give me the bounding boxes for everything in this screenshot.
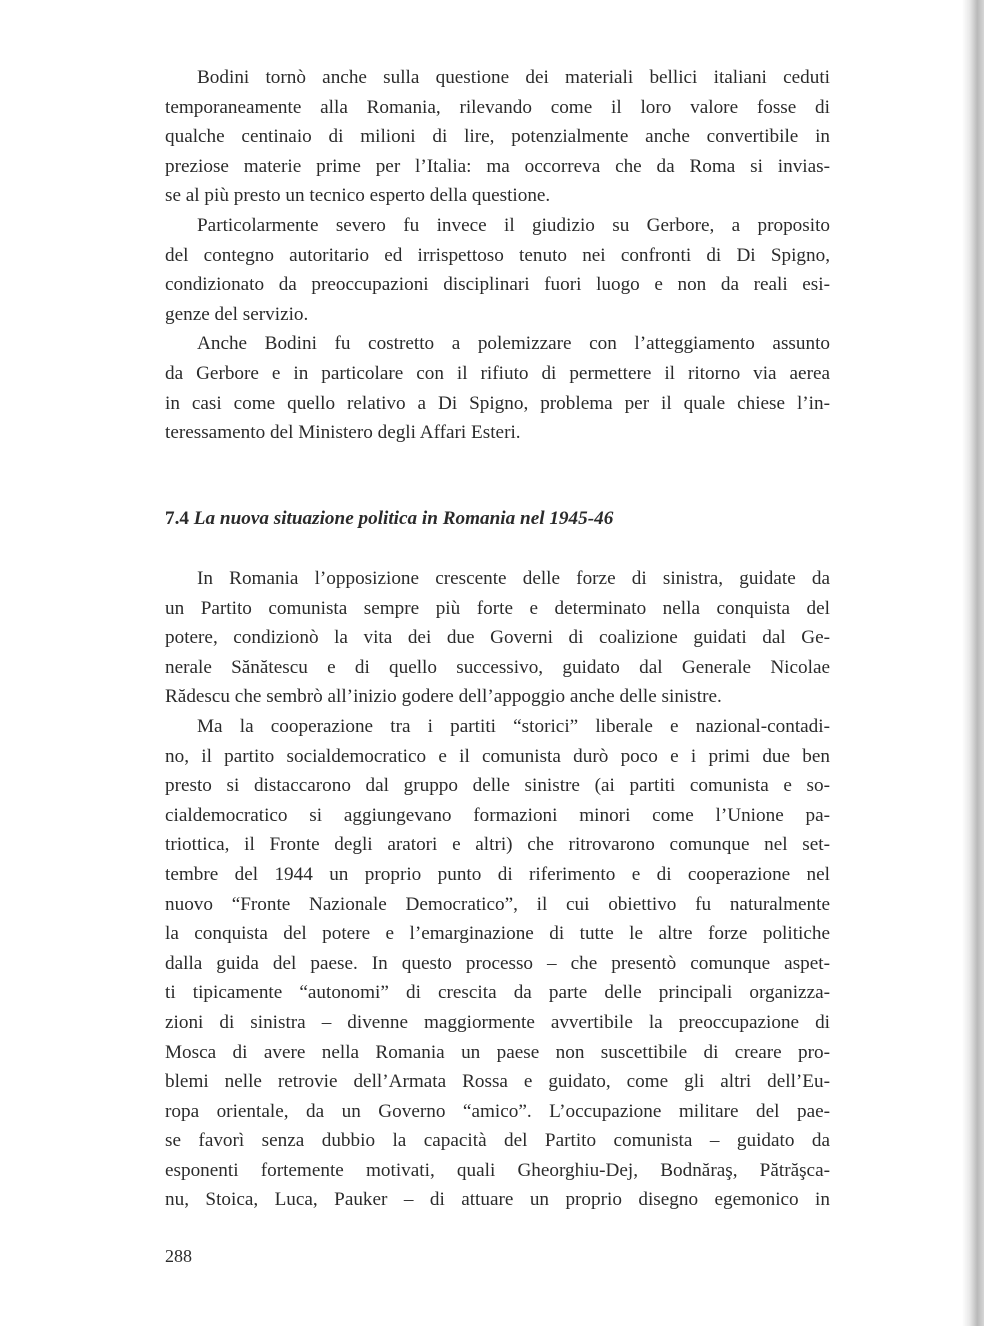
text-line: In Romania l’opposizione crescente delle forze di sinistra, guidate da [197, 568, 830, 589]
text-line: in casi come quello relativo a Di Spigno, problema per il quale chiese l’in- [165, 392, 830, 414]
text-line: un Partito comunista sempre più forte e determinato nella conquista del [165, 597, 830, 619]
text-line: da Gerbore e in particolare con il rifiuto di permettere il ritorno via aerea [165, 362, 830, 384]
text-line: Rădescu che sembrò all’inizio godere dell’appoggio anche delle sinistre. [165, 686, 722, 708]
text-line: ropa orientale, da un Governo “amico”. L’occupazione militare del pae- [165, 1100, 830, 1122]
text-line: Bodini tornò anche sulla questione dei materiali bellici italiani ceduti [197, 67, 830, 88]
text-line: qualche centinaio di milioni di lire, potenzialmente anche convertibile in [165, 126, 830, 148]
text-line: nerale Sănătescu e di quello successivo, guidato dal Generale Nicolae [165, 656, 830, 678]
text-line: teressamento del Ministero degli Affari Esteri. [165, 422, 521, 444]
paragraph-2 [165, 211, 830, 329]
text-line: Particolarmente severo fu invece il giudizio su Gerbore, a proposito [197, 214, 830, 236]
text-line: la conquista del potere e l’emarginazione di tutte le altre forze politiche [165, 923, 830, 945]
paragraph-1 [165, 63, 830, 211]
text-line: Anche Bodini fu costretto a polemizzare con l’atteggiamento assunto [197, 333, 830, 355]
page-gutter-shadow [962, 0, 984, 1326]
text-block-before-heading [165, 63, 830, 448]
section-heading [165, 504, 830, 534]
text-line: no, il partito socialdemocratico e il comunista durò poco e i primi due ben [165, 745, 830, 767]
text-line: preziose materie prime per l’Italia: ma occorreva che da Roma si invias- [165, 155, 830, 177]
text-line: cialdemocratico si aggiungevano formazioni minori come l’Unione pa- [165, 804, 830, 826]
paragraph-5 [165, 712, 830, 1215]
text-line: esponenti fortemente motivati, quali Gheorghiu-Dej, Bodnăraş, Pătrăşca- [165, 1159, 830, 1181]
text-line: ti tipicamente “autonomi” di crescita da parte delle principali organizza- [165, 982, 830, 1004]
text-line: zioni di sinistra – divenne maggiormente avvertibile la preoccupazione di [165, 1011, 830, 1033]
text-line: genze del servizio. [165, 303, 309, 325]
text-line: dalla guida del paese. In questo processo – che presentò comunque aspet- [165, 952, 830, 974]
text-line: del contegno autoritario ed irrispettoso tenuto nei confronti di Di Spigno, [165, 244, 830, 266]
text-line: Mosca di avere nella Romania un paese non suscettibile di creare pro- [165, 1041, 830, 1063]
text-line: tembre del 1944 un proprio punto di riferimento e di cooperazione nel [165, 863, 830, 885]
paragraph-4 [165, 564, 830, 712]
text-line: blemi nelle retrovie dell’Armata Rossa e guidato, come gli altri dell’Eu- [165, 1071, 830, 1093]
paragraph-3 [165, 329, 830, 447]
text-line: se al più presto un tecnico esperto della questione. [165, 185, 551, 207]
text-line: Ma la cooperazione tra i partiti “storici” liberale e nazional-contadi- [197, 715, 830, 737]
text-line: condizionato da preoccupazioni disciplinari fuori luogo e non da reali esi- [165, 274, 830, 296]
section-number: 7.4 [165, 508, 189, 529]
text-line: potere, condizionò la vita dei due Governi di coalizione guidati dal Ge- [165, 627, 830, 649]
text-block-after-heading [165, 564, 830, 1215]
text-line: presto si distaccarono dal gruppo delle sinistre (ai partiti comunista e so- [165, 775, 830, 797]
page-number: 288 [165, 1246, 192, 1266]
text-line: nu, Stoica, Luca, Pauker – di attuare un proprio disegno egemonico in [165, 1189, 830, 1211]
section-title: La nuova situazione politica in Romania nel 1945-46 [193, 508, 614, 529]
text-line: triottica, il Fronte degli aratori e altri) che ritrovarono comunque nel set- [165, 834, 830, 856]
text-line: se favorì senza dubbio la capacità del Partito comunista – guidato da [165, 1130, 830, 1152]
text-line: nuovo “Fronte Nazionale Democratico”, il cui obiettivo fu naturalmente [165, 893, 830, 915]
text-line: temporaneamente alla Romania, rilevando come il loro valore fosse di [165, 96, 830, 118]
